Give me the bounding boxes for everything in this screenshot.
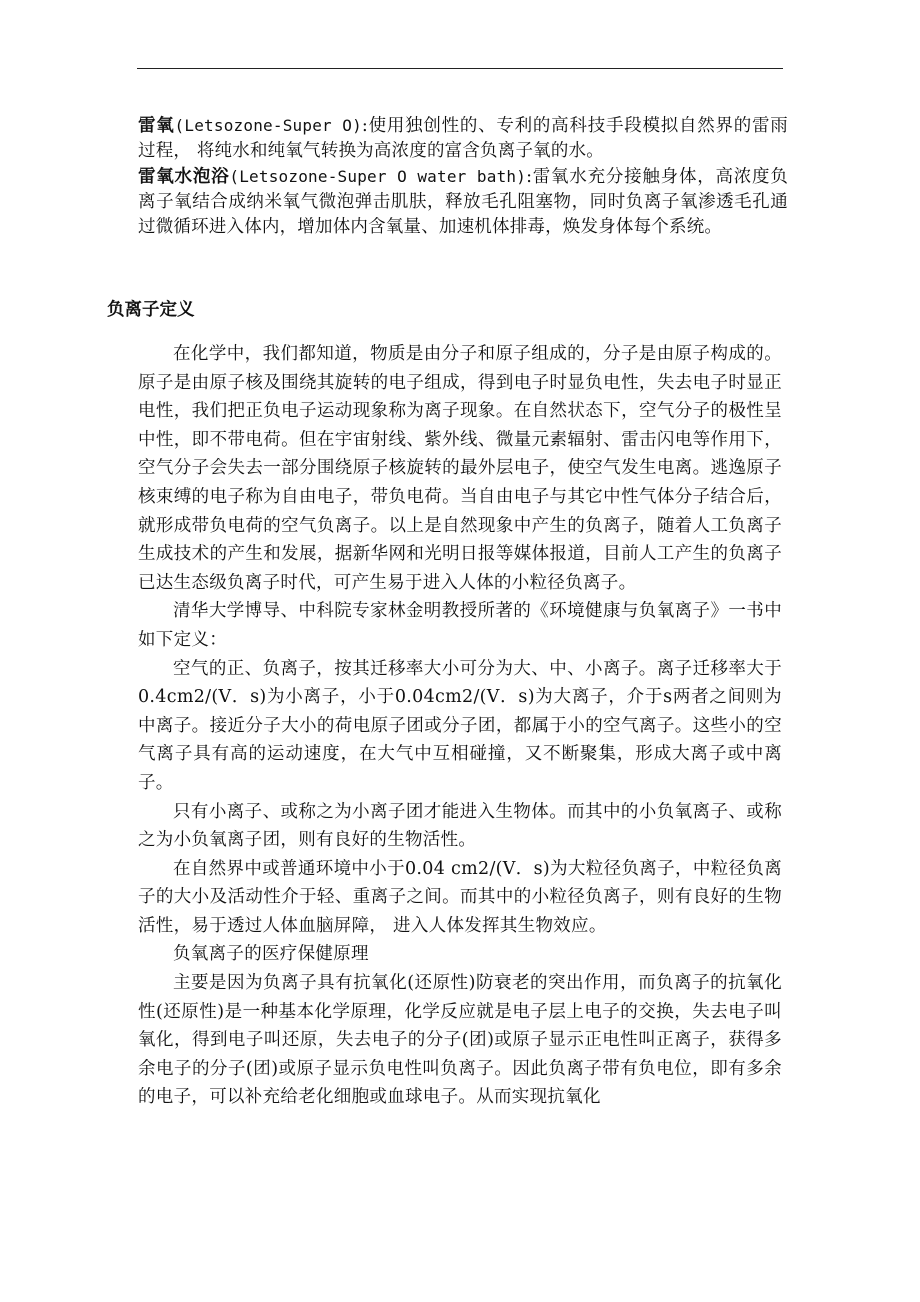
intro-paragraph-water-bath-text: :雷氧水充分接触身体，高浓度负离子氧结合成纳米氧气微泡弹击肌肤，释放毛孔阻塞物，同时负离子氧渗透毛孔通过微循环进入体内，增加体内含氧量、加速机体排毒，焕发身体每个系统。	[138, 167, 789, 237]
term-letsozone-latin: (Letsozone-Super O)	[174, 116, 362, 135]
term-letsozone: 雷氧	[138, 116, 175, 136]
intro-paragraph-letsozone	[138, 113, 788, 164]
body-paragraph-particle-size: 在自然界中或普通环境中小于0.04 cm2/(V．s)为大粒径负离子，中粒径负离子的大小及活动性介于轻、重离子之间。而其中的小粒径负离子，则有良好的生物活性，易于透过人体血脑屏障， 进入人体发挥其生物效应。	[138, 858, 782, 936]
body-paragraph-chemistry: 在化学中，我们都知道，物质是由分子和原子组成的，分子是由原子构成的。原子是由原子核及围绕其旋转的电子组成，得到电子时显负电性，失去电子时显正电性，我们把正负电子运动现象称为离子现象。在自然状态下，空气分子的极性呈中性，即不带电荷。但在宇宙射线、紫外线、微量元素辐射、雷击闪电等作用下，空气分子会失去一部分围绕原子核旋转的最外层电子，使空气发生电离。逃逸原子核束缚的电子称为自由电子，带负电荷。当自由电子与其它中性气体分子结合后，就形成带负电荷的空气负离子。以上是自然现象中产生的负离子，随着人工负离子生成技术的产生和发展，据新华网和光明日报等媒体报道，目前人工产生的负离子已达生态级负离子时代，可产生易于进入人体的小粒径负离子。	[138, 344, 782, 593]
body-text	[138, 340, 782, 1112]
intro-block	[138, 113, 788, 240]
header-rule	[137, 68, 783, 69]
body-paragraph-small-ions: 只有小离子、或称之为小离子团才能进入生物体。而其中的小负氧离子、或称之为小负氧离子团，则有良好的生物活性。	[138, 801, 782, 851]
body-paragraph-subheading: 负氧离子的医疗保健原理	[173, 944, 369, 965]
body-paragraph-ion-mobility: 空气的正、负离子，按其迁移率大小可分为大、中、小离子。离子迁移率大于0.4cm2/(V．s)为小离子，小于0.04cm2/(V．s)为大离子，介于s两者之间则为中离子。接近分子大小的荷电原子团或分子团，都属于小的空气离子。这些小的空气离子具有高的运动速度，在大气中互相碰撞，又不断聚集，形成大离子或中离子。	[138, 658, 782, 793]
term-water-bath: 雷氧水泡浴	[138, 167, 230, 187]
section-title: 负离子定义	[107, 300, 195, 320]
body-paragraph-book-reference: 清华大学博导、中科院专家林金明教授所著的《环境健康与负氧离子》一书中如下定义：	[138, 601, 782, 650]
intro-paragraph-letsozone-text: :使用独创性的、专利的高科技手段模拟自然界的雷雨过程， 将纯水和纯氧气转换为高浓度的富含负离子氧的水。	[138, 116, 788, 161]
term-water-bath-latin: (Letsozone-Super O water bath)	[229, 167, 527, 186]
intro-paragraph-water-bath	[138, 164, 788, 240]
body-paragraph-antioxidation: 主要是因为负离子具有抗氧化(还原性)防衰老的突出作用，而负离子的抗氧化性(还原性)是一种基本化学原理，化学反应就是电子层上电子的交换，失去电子叫氧化，得到电子叫还原，失去电子的分子(团)或原子显示正电性叫正离子，获得多余电子的分子(团)或原子显示负电性叫负离子。因此负离子带有负电位，即有多余的电子，可以补充给老化细胞或血球电子。从而实现抗氧化	[138, 973, 782, 1108]
